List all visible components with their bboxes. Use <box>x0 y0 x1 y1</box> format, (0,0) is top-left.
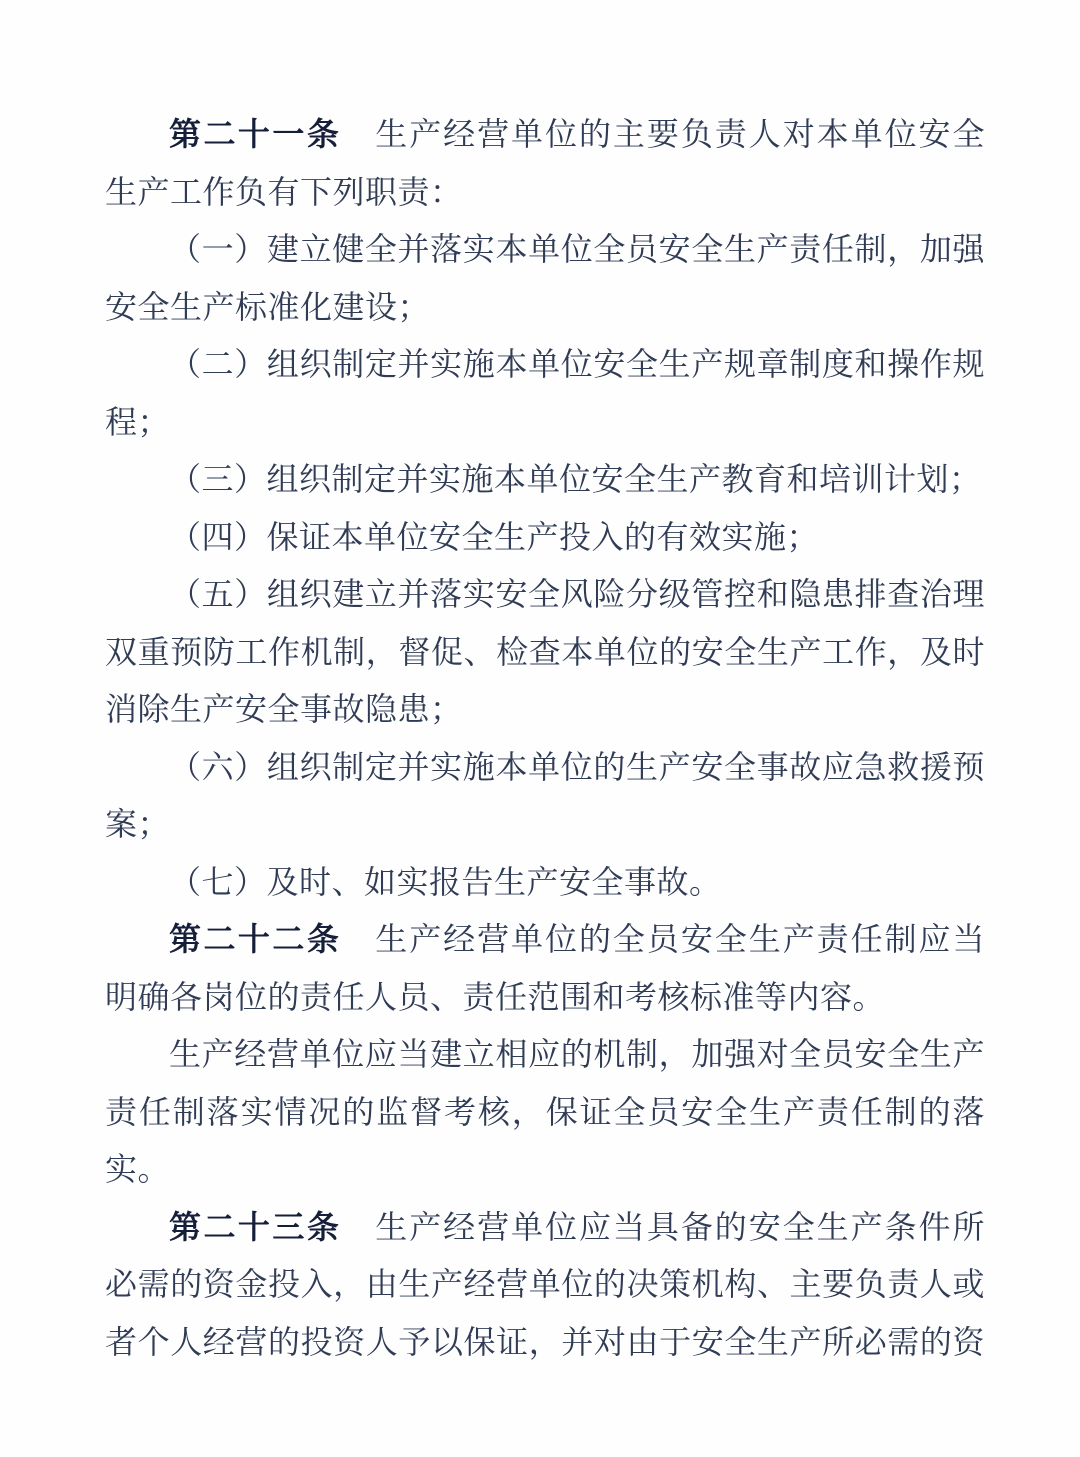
article-number-label: 第二十一条 <box>169 116 342 152</box>
text-line: 安全生产标准化建设； <box>105 288 431 325</box>
text-line: 双重预防工作机制，督促、检查本单位的安全生产工作，及时 <box>105 633 985 670</box>
text-line: 第二十三条 生产经营单位应当具备的安全生产条件所 <box>169 1208 985 1245</box>
legal-document-body <box>105 106 985 1371</box>
article-21-item-3 <box>105 451 985 509</box>
text-line: 实。 <box>105 1151 171 1187</box>
text-line: （三）组织制定并实施本单位安全生产教育和培训计划； <box>169 461 982 497</box>
text-line: 生产经营单位应当建立相应的机制，加强对全员安全生产 <box>169 1036 985 1072</box>
article-21-item-2 <box>105 336 985 451</box>
article-21-item-5 <box>105 566 985 739</box>
article-number-label: 第二十二条 <box>169 921 342 957</box>
article-23 <box>105 1199 985 1372</box>
article-22 <box>105 911 985 1026</box>
text-line: （一）建立健全并落实本单位全员安全生产责任制，加强 <box>169 231 985 267</box>
text-line: 第二十一条 生产经营单位的主要负责人对本单位安全 <box>169 116 985 152</box>
text-line: 第二十二条 生产经营单位的全员安全生产责任制应当 <box>169 921 985 957</box>
text-line: （二）组织制定并实施本单位安全生产规章制度和操作规 <box>169 346 985 382</box>
article-21-item-1 <box>105 221 985 336</box>
article-21-item-4 <box>105 509 985 567</box>
article-number-label: 第二十三条 <box>169 1208 342 1245</box>
text-line: 必需的资金投入，由生产经营单位的决策机构、主要负责人或 <box>105 1266 985 1302</box>
text-line: 案； <box>105 806 171 842</box>
text-line: （七）及时、如实报告生产安全事故。 <box>169 863 722 900</box>
text-line: （六）组织制定并实施本单位的生产安全事故应急救援预 <box>169 748 985 785</box>
text-line: 程； <box>105 403 171 440</box>
text-line: 消除生产安全事故隐患； <box>105 691 463 727</box>
article-21-item-7 <box>105 854 985 912</box>
text-line: 生产工作负有下列职责： <box>105 173 463 210</box>
article-21-item-6 <box>105 739 985 854</box>
text-line: 责任制落实情况的监督考核，保证全员安全生产责任制的落 <box>105 1093 985 1130</box>
text-line: 明确各岗位的责任人员、责任范围和考核标准等内容。 <box>105 978 886 1015</box>
text-line: （五）组织建立并落实安全风险分级管控和隐患排查治理 <box>169 576 985 612</box>
text-line: 者个人经营的投资人予以保证，并对由于安全生产所必需的资 <box>105 1323 985 1360</box>
text-line: （四）保证本单位安全生产投入的有效实施； <box>169 518 820 555</box>
article-22-paragraph-2 <box>105 1026 985 1199</box>
article-21 <box>105 106 985 221</box>
